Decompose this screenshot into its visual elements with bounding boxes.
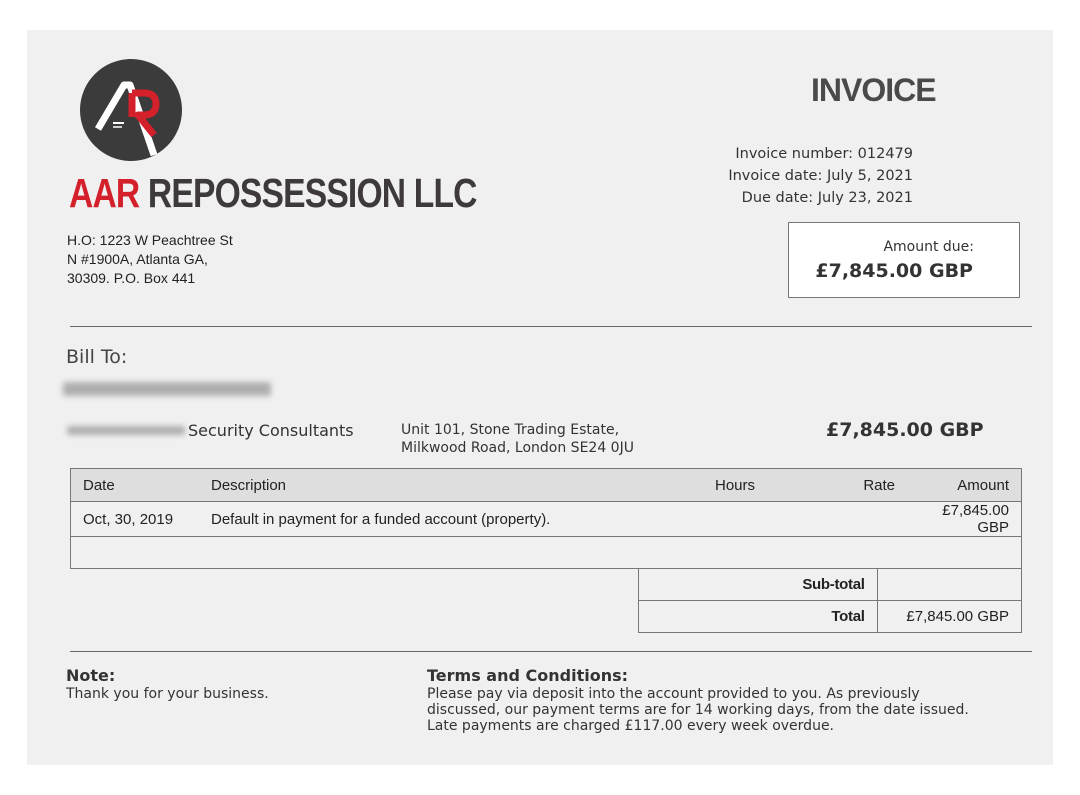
bill-to-heading: Bill To: <box>66 346 128 368</box>
col-amount: Amount <box>957 476 1009 494</box>
terms-text <box>427 686 969 734</box>
logo-ar-mark-icon <box>80 59 182 161</box>
row-rate <box>767 502 907 537</box>
total-value: £7,845.00 GBP <box>877 601 1021 633</box>
terms-line: Late payments are charged £117.00 every week overdue. <box>427 718 835 734</box>
row-date: Oct, 30, 2019 <box>83 510 174 528</box>
col-rate: Rate <box>863 476 895 494</box>
amount-due-label: Amount due: <box>883 239 974 255</box>
company-address-line: N #1900A, Atlanta GA, <box>67 251 208 267</box>
company-name-accent: AAR <box>69 170 140 216</box>
amount-due-value: £7,845.00 GBP <box>815 260 973 282</box>
client-address-line: Milkwood Road, London SE24 0JU <box>401 440 634 456</box>
total-label: Total <box>639 601 878 633</box>
redacted-client-line <box>63 382 271 396</box>
divider-bottom <box>70 651 1032 652</box>
table-row-empty <box>71 537 1022 569</box>
invoice-number: Invoice number: 012479 <box>735 146 913 162</box>
table-row <box>71 502 1022 537</box>
terms-heading: Terms and Conditions: <box>427 666 629 685</box>
col-description: Description <box>211 476 287 494</box>
invoice-title: INVOICE <box>811 72 936 108</box>
note-heading: Note: <box>66 666 116 685</box>
divider-top <box>70 326 1032 327</box>
col-hours: Hours <box>714 476 755 494</box>
company-logo <box>80 59 182 161</box>
redacted-client-name <box>67 426 185 435</box>
table-header-row <box>71 469 1022 502</box>
client-address <box>401 421 634 457</box>
totals-table <box>638 568 1022 633</box>
total-row <box>639 601 1022 633</box>
invoice-date: Invoice date: July 5, 2021 <box>728 168 913 184</box>
company-address <box>67 231 233 288</box>
invoice-page <box>27 30 1053 765</box>
company-name-rest: REPOSSESSION LLC <box>139 170 477 216</box>
terms-line: discussed, our payment terms are for 14 working days, from the date issued. <box>427 702 969 718</box>
note-text: Thank you for your business. <box>66 686 269 702</box>
invoice-meta <box>728 143 913 209</box>
invoice-due-date: Due date: July 23, 2021 <box>741 190 913 206</box>
line-items-table <box>70 468 1022 569</box>
client-total: £7,845.00 GBP <box>826 419 984 441</box>
col-date: Date <box>83 476 115 494</box>
client-name: Security Consultants <box>188 421 354 440</box>
row-amount: £7,845.00 GBP <box>942 502 1009 536</box>
terms-line: Please pay via deposit into the account provided to you. As previously <box>427 686 920 702</box>
subtotal-label: Sub-total <box>639 569 878 601</box>
row-description: Default in payment for a funded account (property). <box>211 510 551 528</box>
client-address-line: Unit 101, Stone Trading Estate, <box>401 422 620 438</box>
subtotal-value <box>877 569 1021 601</box>
amount-due-box <box>788 222 1020 298</box>
company-address-line: H.O: 1223 W Peachtree St <box>67 232 233 248</box>
company-address-line: 30309. P.O. Box 441 <box>67 270 196 286</box>
subtotal-row <box>639 569 1022 601</box>
row-hours <box>653 502 767 537</box>
company-name <box>69 170 477 217</box>
